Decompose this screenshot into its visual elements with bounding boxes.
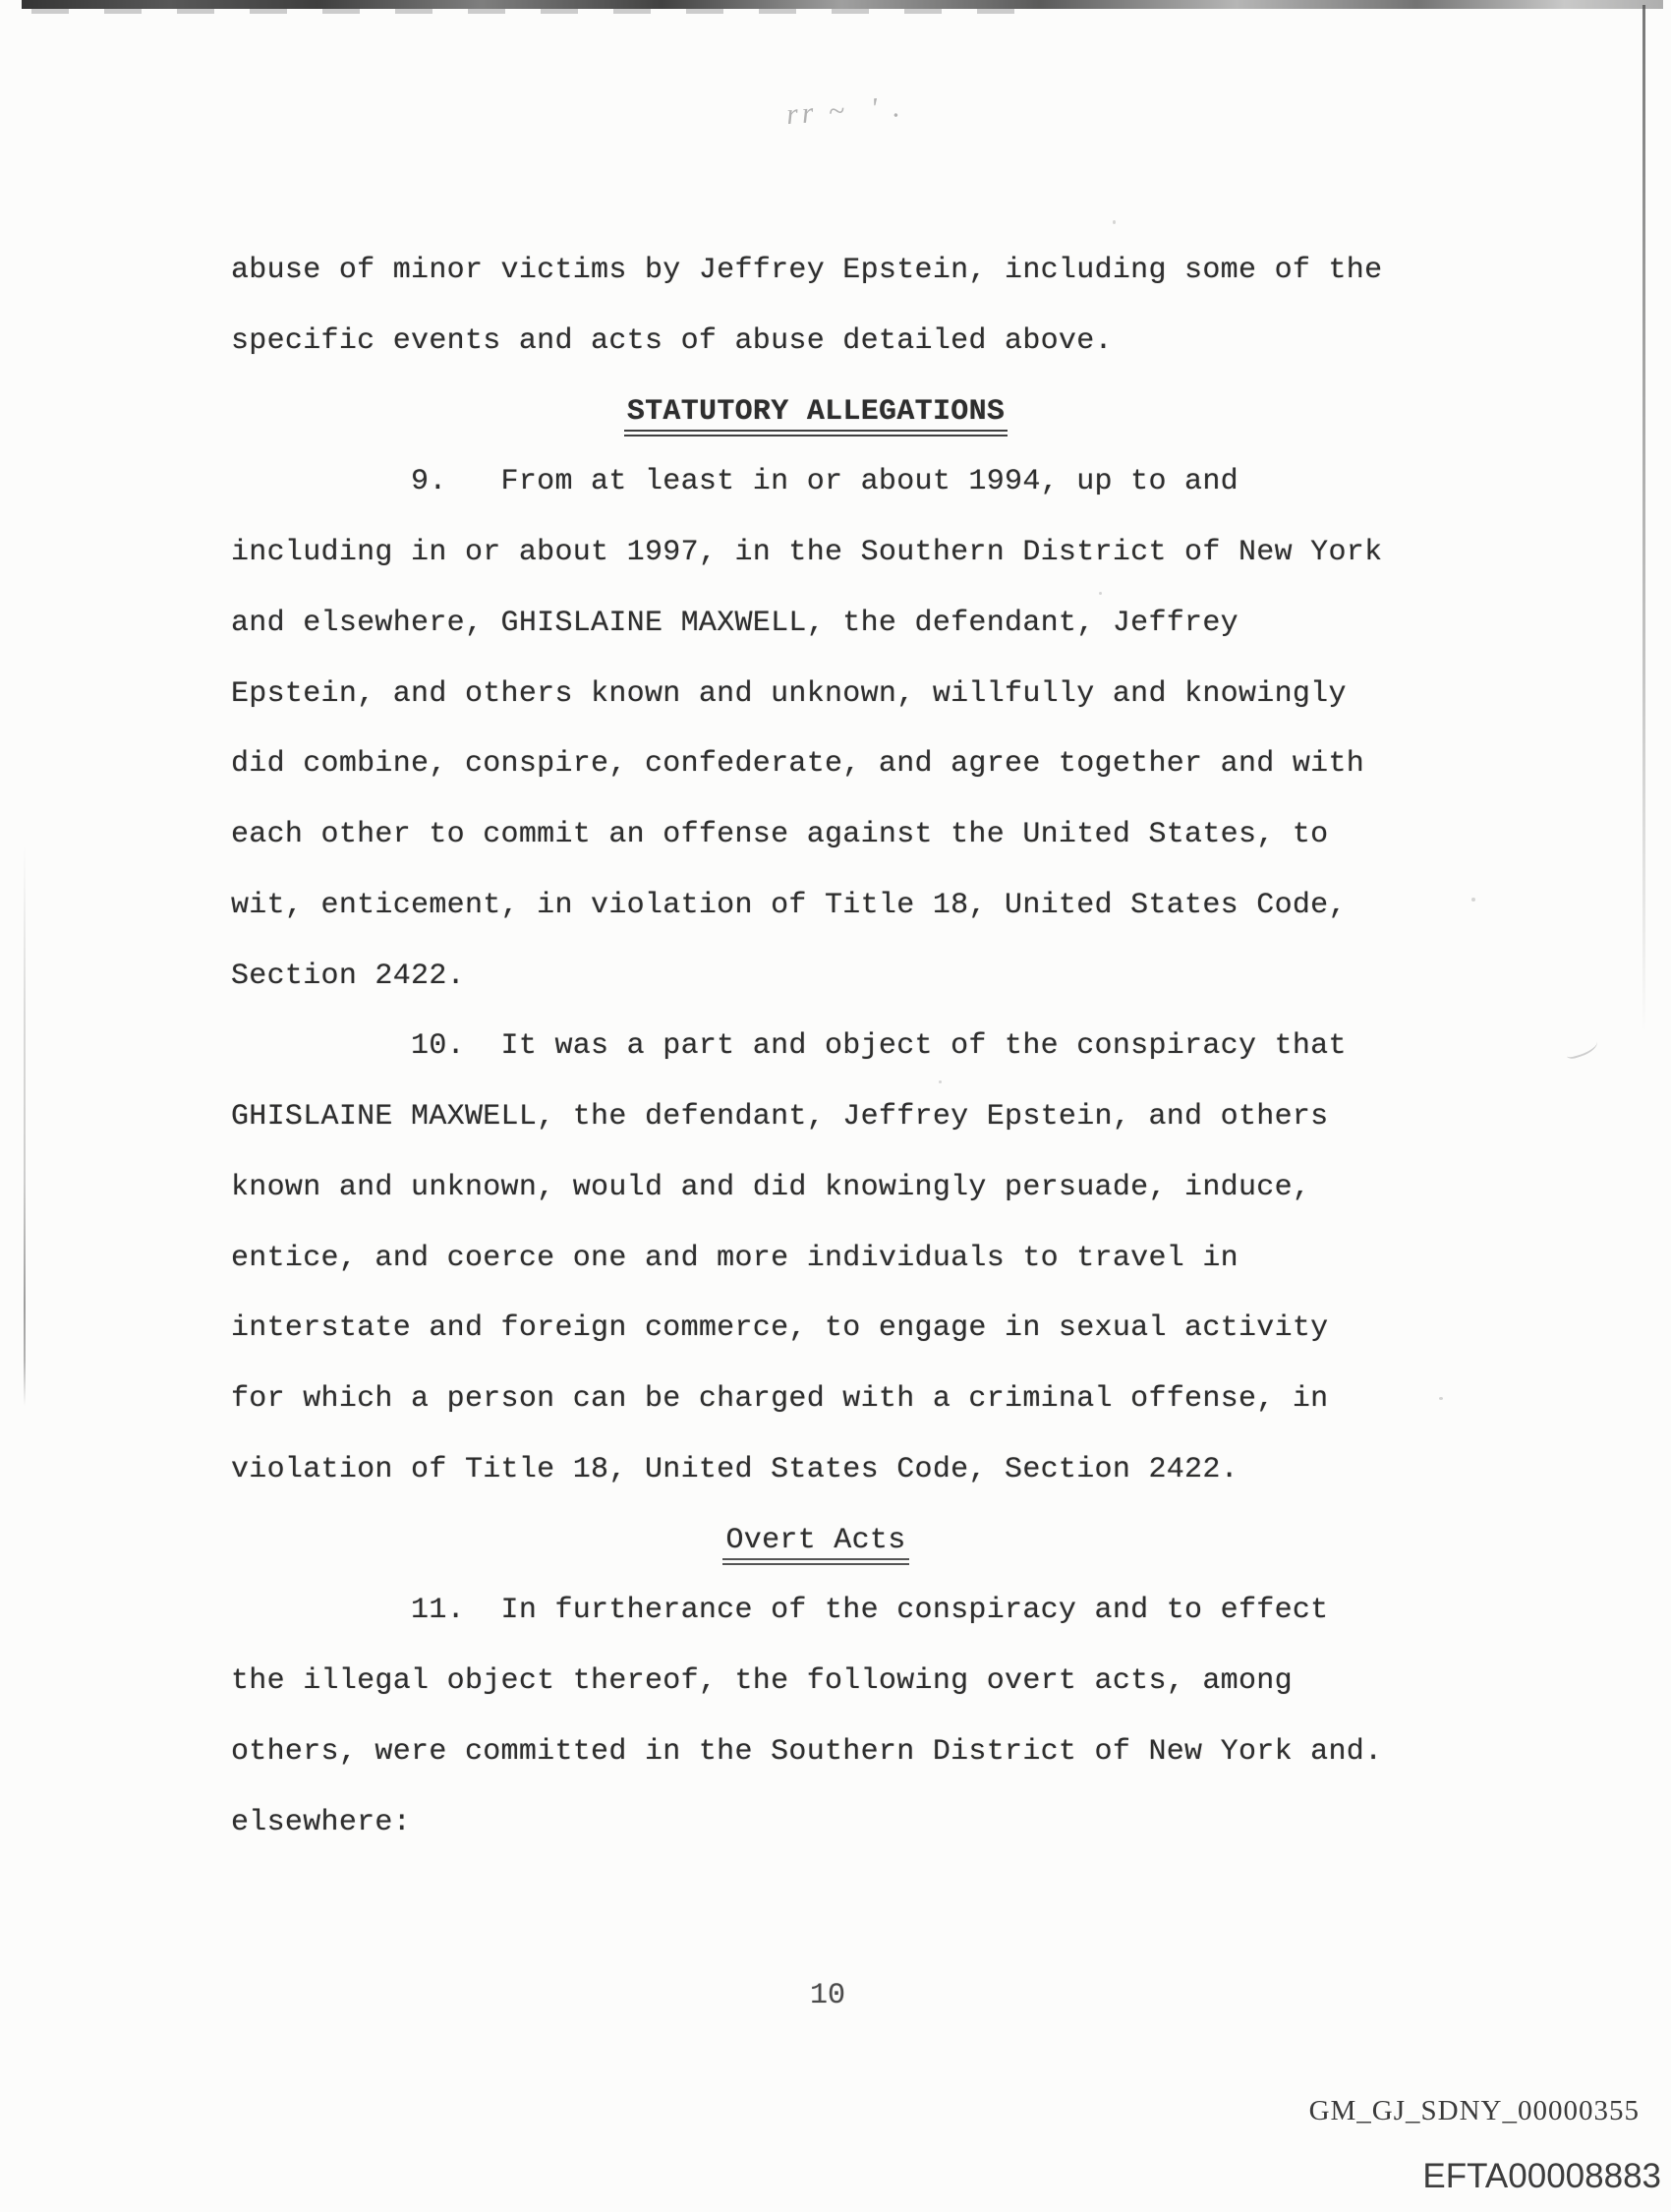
document-line-text: Epstein, and others known and unknown, willfully and knowingly bbox=[231, 676, 1347, 711]
pencil-scribble: rr ~ ' . bbox=[784, 89, 905, 132]
document-line bbox=[231, 1365, 1401, 1435]
document-line bbox=[231, 1506, 1401, 1577]
document-line-text: others, were committed in the Southern District of New York and. bbox=[231, 1734, 1383, 1769]
document-line-text: 10. It was a part and object of the conspiracy that bbox=[231, 1029, 1347, 1064]
document-line bbox=[231, 518, 1401, 589]
document-line bbox=[231, 1294, 1401, 1365]
document-line bbox=[231, 1435, 1401, 1506]
document-line-text: GHISLAINE MAXWELL, the defendant, Jeffrey Epstein, and others bbox=[231, 1100, 1329, 1134]
scan-speck bbox=[1439, 1397, 1443, 1400]
document-line-text: STATUTORY ALLEGATIONS bbox=[624, 395, 1008, 437]
document-line bbox=[231, 1647, 1401, 1717]
document-line-text: elsewhere: bbox=[231, 1805, 412, 1839]
document-line bbox=[231, 1717, 1401, 1788]
page-number: 10 bbox=[810, 1979, 846, 2012]
document-line bbox=[231, 236, 1401, 307]
scan-artifact-right-line bbox=[1642, 5, 1645, 1032]
document-line bbox=[231, 1082, 1401, 1153]
document-line-text: specific events and acts of abuse detailed above. bbox=[231, 323, 1113, 358]
document-line bbox=[231, 942, 1401, 1013]
document-line-text: Overt Acts bbox=[722, 1524, 908, 1565]
document-line bbox=[231, 447, 1401, 518]
document-line bbox=[231, 307, 1401, 378]
document-line-text: wit, enticement, in violation of Title 18, United States Code, bbox=[231, 888, 1347, 922]
document-line bbox=[231, 800, 1401, 871]
document-line-text: abuse of minor victims by Jeffrey Epstein, including some of the bbox=[231, 254, 1383, 287]
document-line-text: entice, and coerce one and more individuals to travel in bbox=[231, 1241, 1239, 1275]
document-line bbox=[231, 871, 1401, 942]
scan-speck bbox=[1471, 898, 1475, 902]
document-line bbox=[231, 1012, 1401, 1082]
document-line bbox=[231, 1224, 1401, 1295]
document-line bbox=[231, 378, 1401, 448]
document-line bbox=[231, 1576, 1401, 1647]
document-line bbox=[231, 660, 1401, 730]
document-line-text: each other to commit an offense against the United States, to bbox=[231, 818, 1329, 851]
document-line bbox=[231, 589, 1401, 660]
document-line-text: including in or about 1997, in the Southern District of New York bbox=[231, 536, 1383, 569]
bates-number-efta: EFTA00008883 bbox=[1422, 2157, 1661, 2195]
document-line bbox=[231, 729, 1401, 800]
bates-number-gm: GM_GJ_SDNY_00000355 bbox=[1308, 2095, 1640, 2126]
document-line-text: 9. From at least in or about 1994, up to and bbox=[231, 465, 1239, 499]
document-line-text: for which a person can be charged with a criminal offense, in bbox=[231, 1382, 1329, 1416]
document-line bbox=[231, 1788, 1401, 1859]
document-line-text: did combine, conspire, confederate, and agree together and with bbox=[231, 747, 1365, 782]
document-line-text: the illegal object thereof, the following overt acts, among bbox=[231, 1664, 1293, 1698]
scan-speck bbox=[1113, 220, 1116, 224]
scan-curl-mark bbox=[1563, 1035, 1599, 1061]
document-line-text: interstate and foreign commerce, to engage in sexual activity bbox=[231, 1311, 1329, 1346]
document-line bbox=[231, 1153, 1401, 1224]
document-line-text: known and unknown, would and did knowingly persuade, induce, bbox=[231, 1170, 1311, 1204]
document-line-text: and elsewhere, GHISLAINE MAXWELL, the defendant, Jeffrey bbox=[231, 606, 1239, 640]
document-text bbox=[231, 236, 1401, 1858]
document-line-text: Section 2422. bbox=[231, 959, 465, 993]
document-line-text: 11. In furtherance of the conspiracy and to effect bbox=[231, 1594, 1329, 1628]
scan-artifact-top-edge bbox=[22, 0, 1663, 9]
document-line-text: violation of Title 18, United States Code, Section 2422. bbox=[231, 1452, 1239, 1486]
scan-artifact-left-line bbox=[24, 845, 26, 1406]
